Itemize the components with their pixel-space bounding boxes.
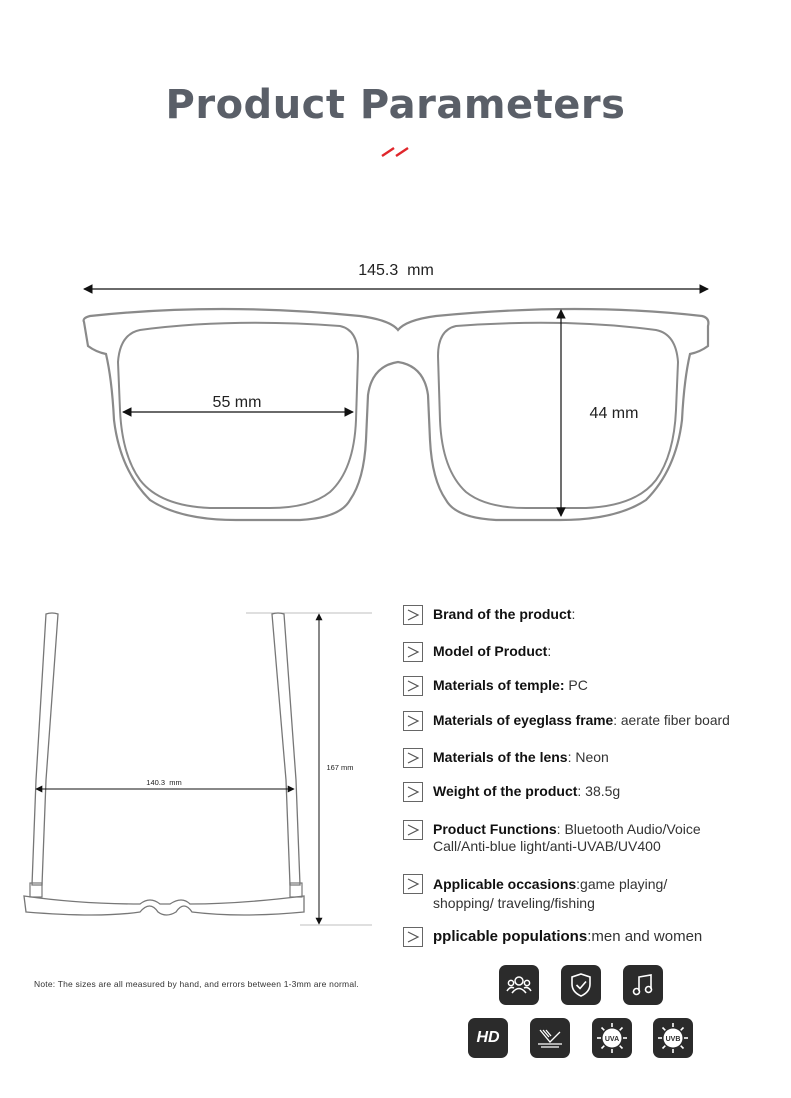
param-temple-material: Materials of temple: PC (403, 677, 783, 696)
param-model: Model of Product: (403, 643, 783, 662)
lens-width-label: 55 mm (212, 394, 262, 411)
param-occasions: Applicable occasions:game playing/ shopping/ traveling/fishing (403, 875, 723, 913)
anti-glare-icon (530, 1018, 570, 1058)
chevron-right-icon (403, 927, 423, 947)
chevron-right-icon (403, 642, 423, 662)
chevron-right-icon (403, 874, 423, 894)
shield-check-icon (561, 965, 601, 1005)
uva-icon (592, 1018, 632, 1058)
left-lens (118, 323, 358, 508)
uvb-icon (653, 1018, 693, 1058)
svg-text:UVB: UVB (665, 1036, 681, 1043)
chevron-right-icon (403, 676, 423, 696)
lens-height-label: 44 mm (589, 405, 639, 422)
total-width-label: 145.3 mm (358, 262, 434, 279)
param-lens-material: Materials of the lens: Neon (403, 749, 783, 768)
svg-text:UVA: UVA (604, 1036, 620, 1043)
chevron-right-icon (403, 820, 423, 840)
chevron-right-icon (403, 711, 423, 731)
chevron-right-icon (403, 748, 423, 768)
right-temple (272, 613, 300, 885)
people-icon (499, 965, 539, 1005)
top-view-diagram (0, 600, 400, 970)
left-temple (32, 613, 58, 885)
measurement-note: Note: The sizes are all measured by hand, and errors between 1-3mm are normal. (34, 979, 359, 989)
param-populations: pplicable populations:men and women (403, 928, 783, 947)
param-weight: Weight of the product: 38.5g (403, 783, 783, 802)
right-lens (438, 323, 678, 508)
page-title: Product Parameters (165, 82, 626, 128)
param-brand: Brand of the product: (403, 606, 783, 625)
front-frame-top (24, 896, 304, 915)
music-note-icon (623, 965, 663, 1005)
temple-length-label: 167 mm (326, 763, 354, 772)
temple-width-label: 140.3 mm (146, 778, 182, 787)
hd-icon: HD (468, 1018, 508, 1058)
chevron-right-icon (403, 782, 423, 802)
param-functions: Product Functions: Bluetooth Audio/Voice Call/Anti-blue light/anti-UVAB/UV400 (403, 821, 753, 855)
param-frame-material: Materials of eyeglass frame: aerate fiber board (403, 712, 783, 731)
chevron-right-icon (403, 605, 423, 625)
